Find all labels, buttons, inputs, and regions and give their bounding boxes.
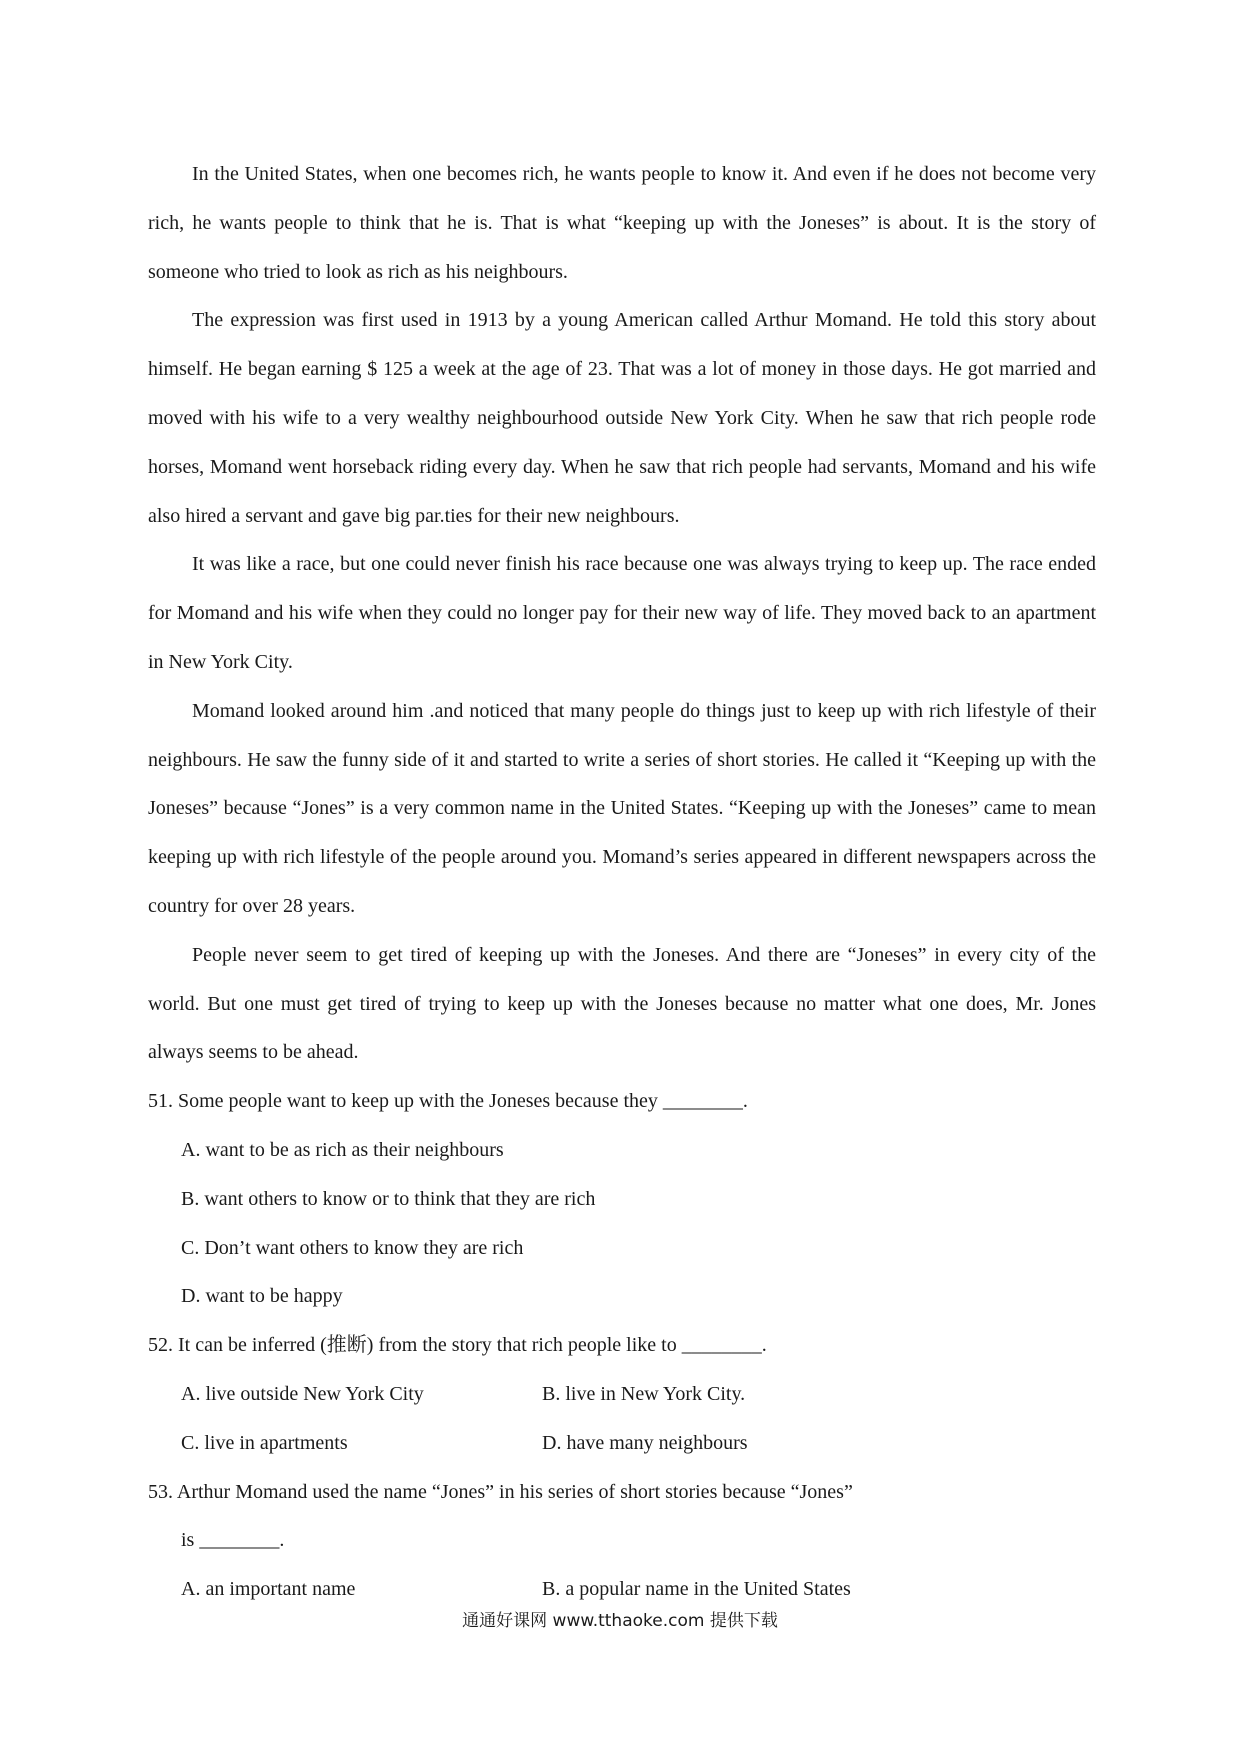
passage-paragraph-5: People never seem to get tired of keeping up with the Joneses. And there are “Joneses” in every city of the world. But one must get tired of trying to keep up with the Joneses because no matter what one does, Mr. Jones always seems to be ahead. xyxy=(148,943,1096,1064)
question-52-options-row-2 xyxy=(148,1419,1096,1468)
question-52 xyxy=(148,1321,1096,1467)
question-52-stem: 52. It can be inferred (推断) from the story that rich people like to ________. xyxy=(148,1334,767,1357)
passage-paragraph-4: Momand looked around him .and noticed that many people do things just to keep up with rich lifestyle of their neighbours. He saw the funny side of it and started to write a series of short stories. He called it “Keeping up with the Joneses” because “Jones” is a very common name in the United States. “Keeping up with the Joneses” came to mean keeping up with rich lifestyle of the people around you. Momand’s series appeared in different newspapers across the country for over 28 years. xyxy=(148,699,1096,917)
question-51 xyxy=(148,1077,1096,1321)
question-51-option-a-row xyxy=(148,1126,1096,1175)
question-52-options-row-1 xyxy=(148,1370,1096,1419)
question-52-option-d: D. have many neighbours xyxy=(542,1431,748,1454)
question-51-option-d: D. want to be happy xyxy=(181,1285,343,1308)
question-52-option-c: C. live in apartments xyxy=(181,1431,348,1454)
question-51-option-a: A. want to be as rich as their neighbours xyxy=(181,1138,504,1161)
question-51-option-b-row xyxy=(148,1175,1096,1224)
question-53-stem-continued: is ________. xyxy=(181,1529,285,1552)
question-52-option-b: B. live in New York City. xyxy=(542,1382,746,1405)
question-53-option-b: B. a popular name in the United States xyxy=(542,1578,851,1601)
question-51-option-d-row xyxy=(148,1272,1096,1321)
passage-paragraph-2: The expression was first used in 1913 by a young American called Arthur Momand. He told this story about himself. He began earning $ 125 a week at the age of 23. That was a lot of money in those days. He got married and moved with his wife to a very wealthy neighbourhood outside New York City. When he saw that rich people rode horses, Momand went horseback riding every day. When he saw that rich people had servants, Momand and his wife also hired a servant and gave big par.ties for their new neighbours. xyxy=(148,309,1096,527)
question-51-option-c: C. Don’t want others to know they are rich xyxy=(181,1236,524,1259)
question-51-option-c-row xyxy=(148,1224,1096,1273)
passage-paragraph-3: It was like a race, but one could never finish his race because one was always trying to keep up. The race ended for Momand and his wife when they could no longer pay for their new way of life. They moved back to an apartment in New York City. xyxy=(148,553,1096,673)
question-53-stem: 53. Arthur Momand used the name “Jones” in his series of short stories because “Jones” xyxy=(148,1480,853,1503)
passage-paragraph-1: In the United States, when one becomes rich, he wants people to know it. And even if he does not become very rich, he wants people to think that he is. That is what “keeping up with the Joneses” is about. It is the story of someone who tried to look as rich as his neighbours. xyxy=(148,163,1096,283)
question-51-option-b: B. want others to know or to think that they are rich xyxy=(181,1187,596,1210)
question-53-option-a: A. an important name xyxy=(181,1578,356,1601)
document-page xyxy=(148,150,1096,1614)
question-52-option-a: A. live outside New York City xyxy=(181,1382,424,1405)
page-footer: 通通好课网 www.tthaoke.com 提供下载 xyxy=(462,1611,778,1631)
question-51-stem: 51. Some people want to keep up with the Joneses because they ________. xyxy=(148,1090,748,1113)
question-53 xyxy=(148,1468,1096,1614)
